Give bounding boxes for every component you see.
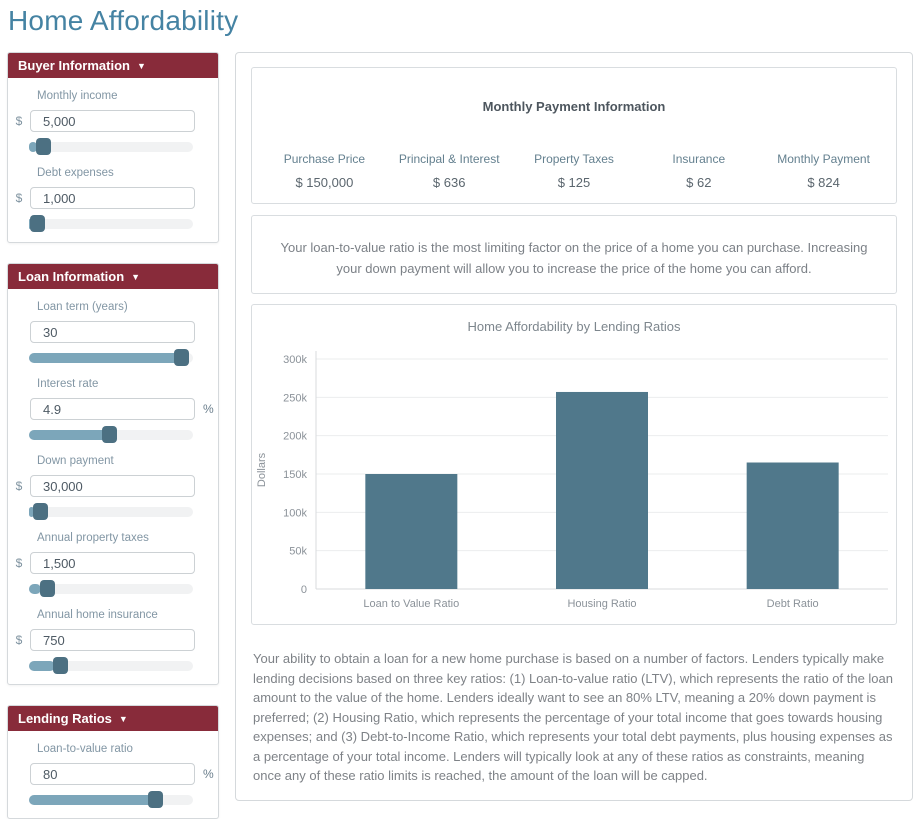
limiting-factor-message-card <box>251 215 897 294</box>
slider-handle[interactable] <box>30 215 45 232</box>
y-axis-tick-label: 250k <box>283 392 307 405</box>
x-axis-category-label: Loan to Value Ratio <box>363 598 460 610</box>
slider-fill <box>29 353 188 363</box>
loan-information-header[interactable] <box>8 264 218 289</box>
page-title: Home Affordability <box>8 5 239 36</box>
y-axis-label: Dollars <box>256 452 268 488</box>
purchase-price-value: $ 150,000 <box>295 175 354 190</box>
chart-bar <box>365 474 457 589</box>
principal-interest-column <box>387 137 512 190</box>
field-monthly-income <box>8 90 218 155</box>
chart-title: Home Affordability by Lending Ratios <box>467 319 681 334</box>
y-axis-tick-label: 50k <box>289 545 307 558</box>
loan-term-input[interactable] <box>30 321 195 343</box>
monthly-income-input[interactable] <box>30 110 195 132</box>
slider-fill <box>29 430 109 440</box>
dollar-prefix: $ <box>15 191 23 205</box>
chevron-down-icon: ▼ <box>136 61 146 71</box>
debt-expenses-input[interactable] <box>30 187 195 209</box>
lending-ratios-header[interactable] <box>8 706 218 731</box>
slider-handle[interactable] <box>33 503 48 520</box>
panel-buyer-information <box>7 52 219 243</box>
monthly-income-label: Monthly income <box>37 90 118 102</box>
slider-track[interactable] <box>29 507 193 517</box>
chart-bar <box>747 463 839 590</box>
annual-home-insurance-input[interactable] <box>30 629 195 651</box>
panel-loan-information <box>7 263 219 685</box>
monthly-payment-card <box>251 67 897 204</box>
loan-to-value-ratio-slider[interactable] <box>29 791 193 808</box>
field-loan-to-value-ratio <box>8 743 218 808</box>
field-loan-term <box>8 301 218 366</box>
chart-bar <box>556 392 648 589</box>
down-payment-label: Down payment <box>37 455 114 467</box>
monthly-payment-columns <box>262 137 886 190</box>
monthly-income-slider[interactable] <box>29 138 193 155</box>
field-interest-rate <box>8 378 218 443</box>
slider-fill <box>29 661 55 671</box>
y-axis-tick-label: 300k <box>283 354 307 366</box>
insurance-label: Insurance <box>672 152 726 166</box>
annual-home-insurance-slider[interactable] <box>29 657 193 674</box>
field-annual-property-taxes <box>8 532 218 597</box>
lending-ratios-body <box>8 731 218 818</box>
interest-rate-input[interactable] <box>30 398 195 420</box>
insurance-value: $ 62 <box>686 175 712 190</box>
affordability-chart-card <box>251 304 897 625</box>
slider-fill <box>29 795 160 805</box>
buyer-information-body <box>8 78 218 242</box>
sidebar <box>7 52 219 819</box>
dollar-prefix: $ <box>15 556 23 570</box>
principal-interest-label: Principal & Interest <box>398 152 500 166</box>
percent-suffix: % <box>203 402 214 416</box>
loan-term-label: Loan term (years) <box>37 301 128 313</box>
main-panel <box>235 52 913 801</box>
y-axis-tick-label: 200k <box>283 430 307 443</box>
annual-property-taxes-slider[interactable] <box>29 580 193 597</box>
percent-suffix: % <box>203 767 214 781</box>
loan-to-value-ratio-label: Loan-to-value ratio <box>37 743 133 755</box>
limiting-factor-message: Your loan-to-value ratio is the most limiting factor on the price of a home you can purchase. Increasing your down payment will allow you to increase the price of the home you can afford. <box>280 240 868 276</box>
field-annual-home-insurance <box>8 609 218 674</box>
purchase-price-column <box>262 137 387 190</box>
dollar-prefix: $ <box>15 633 23 647</box>
down-payment-input[interactable] <box>30 475 195 497</box>
chevron-down-icon: ▼ <box>131 272 141 282</box>
monthly-payment-label: Monthly Payment <box>777 152 870 166</box>
slider-track[interactable] <box>29 142 193 152</box>
property-taxes-column <box>512 137 637 190</box>
down-payment-slider[interactable] <box>29 503 193 520</box>
affordability-description: Your ability to obtain a loan for a new home purchase is based on a number of factors. Lenders typically make lending decisions based on three key ratios: (1) Loan-to-value ratio (LTV), which represents the ratio of the loan amount to the value of the home. Lenders ideally want to see an 80% LTV, meaning a 20% down payment is preferred; (2) Housing Ratio, which represents the percentage of your total income that goes towards housing expenses; and (3) Debt-to-Income Ratio, which represents your total debt payments, plus housing expenses as a percentage of your total income. Lenders will typically look at any of these ratios as constraints, meaning once any of these ratio limits is reached, the amount of the loan will be capped. <box>253 651 893 783</box>
field-debt-expenses <box>8 167 218 232</box>
x-axis-category-label: Debt Ratio <box>766 598 819 610</box>
loan-information-title: Loan Information <box>18 269 125 284</box>
y-axis-tick-label: 100k <box>283 507 307 520</box>
chevron-down-icon: ▼ <box>118 714 128 724</box>
debt-expenses-label: Debt expenses <box>37 167 114 179</box>
monthly-payment-column <box>761 137 886 190</box>
property-taxes-value: $ 125 <box>557 175 591 190</box>
slider-handle[interactable] <box>174 349 189 366</box>
page-layout <box>0 52 921 819</box>
loan-to-value-ratio-input[interactable] <box>30 763 195 785</box>
field-down-payment <box>8 455 218 520</box>
slider-track[interactable] <box>29 219 193 229</box>
y-axis-tick-label: 150k <box>283 469 307 481</box>
principal-interest-value: $ 636 <box>432 175 466 190</box>
slider-handle[interactable] <box>53 657 68 674</box>
buyer-information-header[interactable] <box>8 53 218 78</box>
monthly-payment-value: $ 824 <box>807 175 840 190</box>
annual-property-taxes-label: Annual property taxes <box>37 532 149 544</box>
slider-handle[interactable] <box>36 138 51 155</box>
panel-lending-ratios <box>7 705 219 819</box>
y-axis-tick-label: 0 <box>300 584 307 596</box>
loan-information-body <box>8 289 218 684</box>
interest-rate-label: Interest rate <box>37 378 99 390</box>
insurance-column <box>636 137 761 190</box>
purchase-price-label: Purchase Price <box>283 152 366 166</box>
dollar-prefix: $ <box>15 114 23 128</box>
dollar-prefix: $ <box>15 479 23 493</box>
interest-rate-slider[interactable] <box>29 426 193 443</box>
monthly-payment-title: Monthly Payment Information <box>482 99 666 114</box>
x-axis-category-label: Housing Ratio <box>567 598 637 610</box>
buyer-information-title: Buyer Information <box>18 58 130 73</box>
lending-ratios-title: Lending Ratios <box>18 711 112 726</box>
property-taxes-label: Property Taxes <box>534 152 614 166</box>
annual-property-taxes-input[interactable] <box>30 552 195 574</box>
slider-handle[interactable] <box>148 791 163 808</box>
loan-term-slider[interactable] <box>29 349 193 366</box>
annual-home-insurance-label: Annual home insurance <box>37 609 158 621</box>
slider-handle[interactable] <box>40 580 55 597</box>
affordability-chart <box>252 343 895 615</box>
slider-handle[interactable] <box>102 426 117 443</box>
results-card <box>235 52 913 801</box>
debt-expenses-slider[interactable] <box>29 215 193 232</box>
